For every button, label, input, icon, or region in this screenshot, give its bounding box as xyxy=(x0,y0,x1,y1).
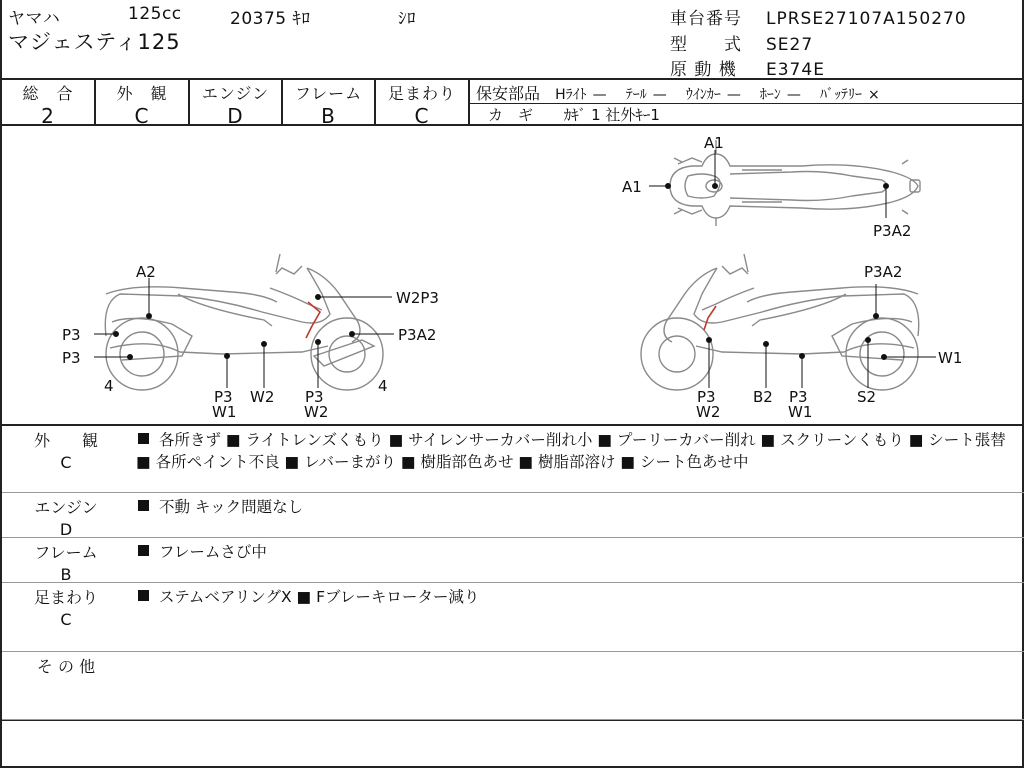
remark-exterior-text: 各所きず ■ ライトレンズくもり ■ サイレンサーカバー削れ小 ■ プーリーカバー削れ ■ スクリーンくもり ■ シート張替 ■ 各所ペイント不良 ■ レバーまがり ■ 樹脂部色あせ ■ 樹脂部溶け ■ シート色あせ中 xyxy=(136,431,1006,471)
remark-exterior-key: 外 観 C xyxy=(33,431,98,472)
remark-suspension xyxy=(2,583,1024,652)
bullet-square-icon xyxy=(138,500,149,511)
engine-value: E374E xyxy=(766,60,825,80)
displacement: 125cc xyxy=(128,4,182,24)
label-left-p3w1-a: P3 xyxy=(214,388,233,406)
safety-item-horn: ﾎｰﾝ — xyxy=(759,87,801,103)
type-label: 型 式 xyxy=(670,35,742,55)
remark-other xyxy=(2,652,1024,720)
label-right-s2: S2 xyxy=(857,388,877,406)
damage-diagram xyxy=(2,126,1024,426)
key-value: ｶｷﾞ 1 社外ｷｰ1 xyxy=(563,106,660,124)
grade-overall xyxy=(2,80,96,126)
engine-label: 原 動 機 xyxy=(670,60,737,80)
key-row xyxy=(470,103,1024,126)
label-right-p3w1-b: W1 xyxy=(788,403,813,421)
remark-other-key: そ の 他 xyxy=(36,657,96,676)
grade-frame-label: フレーム xyxy=(294,84,363,103)
safety-parts-title: 保安部品 xyxy=(476,84,541,103)
grade-exterior-label: 外 観 xyxy=(116,84,168,103)
safety-item-taillight: ﾃｰﾙ — xyxy=(625,87,667,103)
grades-bar xyxy=(2,78,1024,126)
label-left-4-right: 4 xyxy=(378,377,388,395)
bullet-square-icon xyxy=(138,590,149,601)
safety-parts xyxy=(470,80,1024,126)
body-color: ｼﾛ xyxy=(398,9,416,29)
model-name: マジェスティ125 xyxy=(8,30,181,54)
label-left-p3-upper: P3 xyxy=(62,326,81,344)
grade-suspension-value: C xyxy=(414,104,430,128)
remark-frame-key: フレーム B xyxy=(34,543,98,584)
maker: ヤマハ xyxy=(8,9,61,29)
label-left-a2: A2 xyxy=(136,263,156,281)
footer-blank-row xyxy=(2,720,1024,768)
grade-frame xyxy=(283,80,376,126)
label-left-4-left: 4 xyxy=(104,377,114,395)
remark-frame-text: フレームさび中 xyxy=(136,541,1016,563)
label-top-a1-front: A1 xyxy=(704,134,724,152)
remark-suspension-key: 足まわり C xyxy=(33,588,98,629)
safety-item-battery: ﾊﾞｯﾃﾘｰ × xyxy=(820,87,880,103)
grade-overall-label: 総 合 xyxy=(22,84,74,103)
label-right-p3w2-b: W2 xyxy=(696,403,721,421)
label-right-p3w2-a: P3 xyxy=(697,388,716,406)
label-left-p3w2-a: P3 xyxy=(305,388,324,406)
label-right-b2: B2 xyxy=(753,388,773,406)
remark-suspension-text: ステムベアリングX ■ Fブレーキローター減り xyxy=(136,586,1016,608)
label-left-p3-lower: P3 xyxy=(62,349,81,367)
grade-suspension xyxy=(376,80,470,126)
safety-item-headlight: Hﾗｲﾄ — xyxy=(555,87,607,103)
safety-item-winker: ｳｲﾝｶｰ — xyxy=(685,87,741,103)
frame-number: LPRSE27107A150270 xyxy=(766,9,967,29)
remark-engine xyxy=(2,493,1024,538)
label-right-p3a2: P3A2 xyxy=(864,263,903,281)
label-right-p3w1-a: P3 xyxy=(789,388,808,406)
safety-parts-row xyxy=(476,81,880,104)
label-right-w1: W1 xyxy=(938,349,963,367)
scooter-top-view xyxy=(670,140,920,226)
grade-exterior-value: C xyxy=(134,104,150,128)
frame-number-label: 車台番号 xyxy=(670,9,742,29)
grade-overall-value: 2 xyxy=(41,104,55,128)
bullet-square-icon xyxy=(138,433,149,444)
label-left-w2p3: W2P3 xyxy=(396,289,439,307)
remark-engine-text: 不動 キック問題なし xyxy=(136,496,1016,518)
grade-exterior xyxy=(96,80,190,126)
type-row xyxy=(670,30,813,55)
label-left-w2: W2 xyxy=(250,388,275,406)
type-value: SE27 xyxy=(766,35,814,55)
grade-engine-value: D xyxy=(227,104,244,128)
engine-row xyxy=(670,55,825,80)
damage-marks xyxy=(306,302,716,338)
scooter-diagram xyxy=(2,126,1022,424)
label-left-p3w1-b: W1 xyxy=(212,403,237,421)
grade-engine xyxy=(190,80,283,126)
grade-frame-value: B xyxy=(321,104,336,128)
label-left-p3w2-b: W2 xyxy=(304,403,329,421)
remark-engine-key: エンジン D xyxy=(34,498,98,539)
grade-suspension-label: 足まわり xyxy=(387,84,456,103)
frame-number-row xyxy=(670,4,967,29)
remark-exterior xyxy=(2,426,1024,493)
bullet-square-icon xyxy=(138,545,149,556)
remark-frame xyxy=(2,538,1024,583)
key-label: カ ギ xyxy=(488,106,534,124)
label-top-p3a2: P3A2 xyxy=(873,222,912,240)
mileage: 20375 ｷﾛ xyxy=(230,9,311,29)
grade-engine-label: エンジン xyxy=(201,84,270,103)
label-top-a1-left: A1 xyxy=(622,178,642,196)
label-left-p3a2: P3A2 xyxy=(398,326,437,344)
